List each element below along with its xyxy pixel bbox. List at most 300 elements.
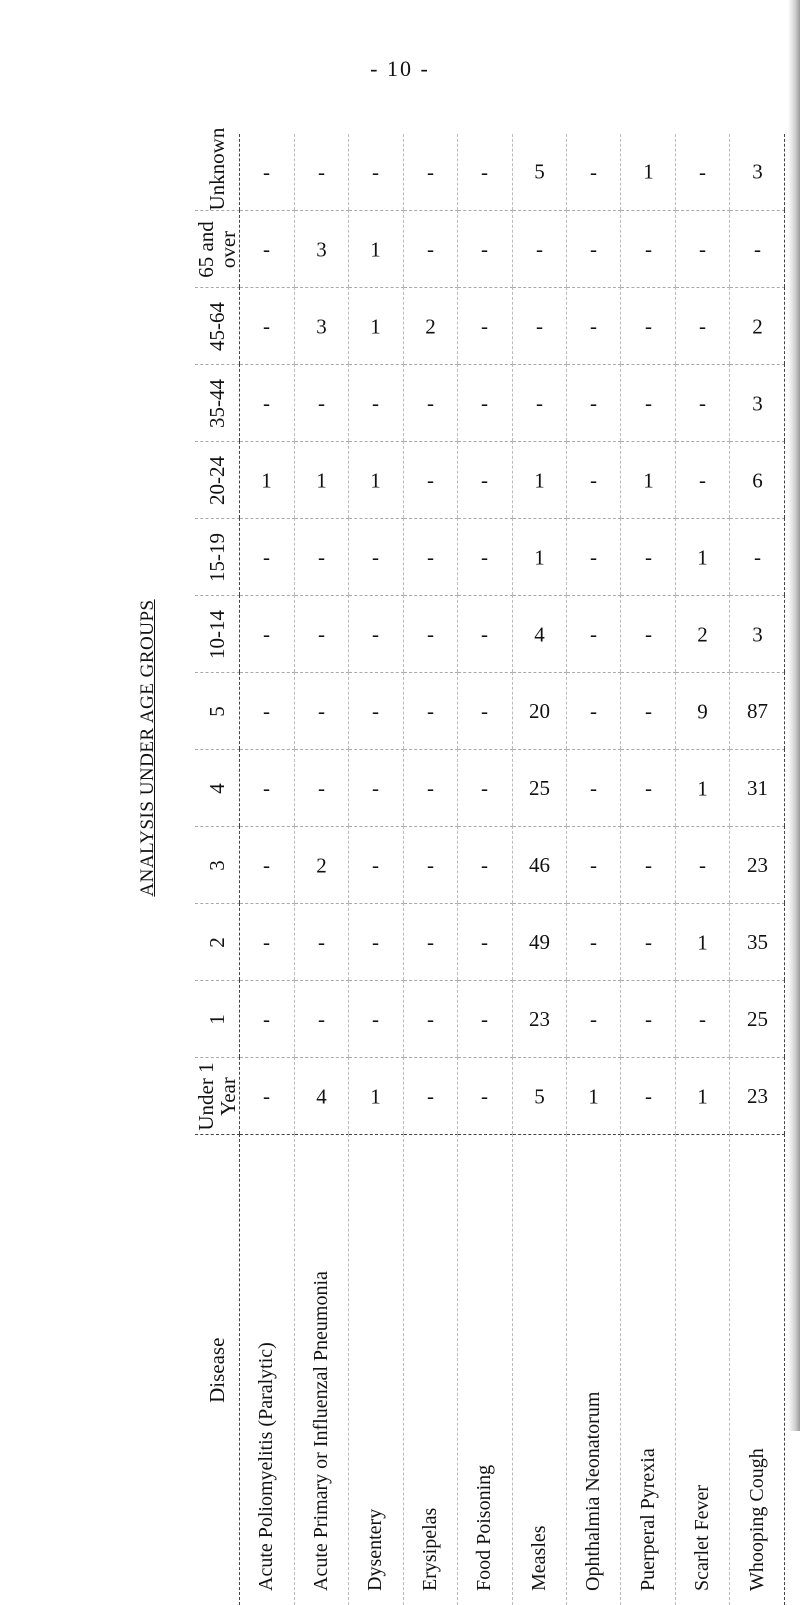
column-header: Under 1 Year [195, 1058, 240, 1135]
cell-value: - [590, 468, 598, 492]
cell-value: - [372, 853, 380, 877]
cell-value: 3 [316, 237, 327, 261]
cell-value: - [481, 159, 489, 184]
table-cell [403, 211, 457, 288]
table-cell [403, 442, 457, 519]
column-header: 1 [195, 981, 240, 1058]
cell-value: - [426, 699, 434, 723]
cell-value: - [590, 391, 598, 415]
table-row [730, 134, 785, 1605]
disease-column-header: Disease [195, 1135, 240, 1605]
cell-value: 4 [534, 622, 545, 646]
cell-value: - [426, 159, 434, 184]
table-cell [675, 981, 729, 1058]
table-cell [730, 365, 785, 442]
table-cell [240, 827, 294, 904]
table-cell [458, 596, 512, 673]
cell-value: - [481, 622, 489, 646]
table-cell [349, 1058, 403, 1135]
cell-value: - [372, 622, 380, 646]
table-cell [403, 827, 457, 904]
table-cell [730, 750, 785, 827]
cell-value: - [644, 314, 652, 338]
cell-value: - [535, 237, 543, 261]
table-cell [349, 211, 403, 288]
table-cell [458, 904, 512, 981]
table-cell [294, 827, 348, 904]
table-cell [349, 750, 403, 827]
cell-value: - [481, 545, 489, 569]
table-cell [512, 211, 566, 288]
cell-value: - [699, 1007, 707, 1031]
table-cell [512, 827, 566, 904]
table-cell [294, 288, 348, 365]
cell-value: - [699, 468, 707, 492]
cell-value: - [590, 159, 598, 184]
cell-value: - [426, 1084, 434, 1108]
cell-value: - [263, 237, 271, 261]
cell-value: - [481, 853, 489, 877]
cell-value: - [263, 391, 271, 415]
table-cell [675, 211, 729, 288]
cell-value: - [317, 159, 325, 184]
table-cell [675, 673, 729, 750]
table-cell [458, 365, 512, 442]
table-cell [240, 673, 294, 750]
table-cell [675, 442, 729, 519]
cell-value: - [644, 930, 652, 954]
table-cell [567, 519, 621, 596]
cell-value: 1 [588, 1084, 599, 1108]
cell-value: - [699, 391, 707, 415]
table-cell [294, 442, 348, 519]
cell-value: - [481, 699, 489, 723]
table-cell [730, 673, 785, 750]
table-cell [621, 211, 675, 288]
cell-value: - [590, 237, 598, 261]
cell-value: - [372, 699, 380, 723]
table-row [675, 134, 729, 1605]
table-cell [240, 288, 294, 365]
disease-name-cell: Erysipelas [403, 1135, 457, 1605]
cell-value: - [263, 314, 271, 338]
table-cell [730, 1058, 785, 1135]
cell-value: - [263, 930, 271, 954]
cell-value: 20 [528, 699, 550, 723]
table-cell [567, 288, 621, 365]
table-cell [458, 673, 512, 750]
cell-value: - [426, 545, 434, 569]
cell-value: - [263, 853, 271, 877]
table-cell [240, 442, 294, 519]
table-cell [349, 442, 403, 519]
column-header: 45-64 [195, 288, 240, 365]
table-cell [458, 1058, 512, 1135]
cell-value: - [535, 314, 543, 338]
cell-value: - [481, 930, 489, 954]
cell-value: 6 [751, 468, 763, 492]
table-cell [403, 981, 457, 1058]
cell-value: - [644, 853, 652, 877]
column-header: 5 [195, 673, 240, 750]
cell-value: - [481, 237, 489, 261]
column-header: 10-14 [195, 596, 240, 673]
column-header: 15-19 [195, 519, 240, 596]
cell-value: 2 [697, 622, 708, 646]
cell-value: 1 [642, 159, 654, 184]
table-cell [567, 827, 621, 904]
table-cell [240, 211, 294, 288]
table-cell [675, 596, 729, 673]
table-cell [567, 750, 621, 827]
cell-value: - [699, 159, 707, 184]
cell-value: - [753, 237, 761, 261]
table-cell [621, 904, 675, 981]
cell-value: 23 [746, 1084, 768, 1108]
table-cell [294, 750, 348, 827]
column-header: 2 [195, 904, 240, 981]
cell-value: - [426, 930, 434, 954]
page-number: - 10 - [370, 56, 430, 81]
table-cell [349, 519, 403, 596]
cell-value: - [317, 1007, 325, 1031]
table-cell [512, 673, 566, 750]
cell-value: 1 [316, 468, 327, 492]
column-header: Unknown [195, 134, 240, 211]
table-cell [512, 596, 566, 673]
cell-value: - [753, 545, 761, 569]
cell-value: - [372, 545, 380, 569]
table-cell [294, 596, 348, 673]
table-cell [730, 519, 785, 596]
table-cell [240, 596, 294, 673]
table-header-row [195, 134, 240, 1605]
table-cell [621, 519, 675, 596]
cell-value: - [263, 699, 271, 723]
table-cell [458, 750, 512, 827]
cell-value: - [426, 468, 434, 492]
table-cell [675, 1058, 729, 1135]
cell-value: 1 [642, 468, 654, 492]
cell-value: - [644, 776, 652, 800]
table-cell [675, 904, 729, 981]
table-cell [240, 981, 294, 1058]
table-row [512, 134, 566, 1605]
table-cell [458, 134, 512, 211]
column-header: 20-24 [195, 442, 240, 519]
table-cell [240, 904, 294, 981]
table-cell [567, 1058, 621, 1135]
cell-value: 3 [751, 622, 763, 646]
table-cell [403, 904, 457, 981]
cell-value: - [372, 159, 380, 184]
cell-value: - [317, 930, 325, 954]
table-cell [730, 596, 785, 673]
table-cell [403, 365, 457, 442]
cell-value: 23 [746, 853, 768, 877]
table-cell [403, 750, 457, 827]
table-cell [349, 596, 403, 673]
table-cell [730, 288, 785, 365]
column-header: 4 [195, 750, 240, 827]
table-cell [240, 365, 294, 442]
table-cell [675, 750, 729, 827]
cell-value: - [317, 699, 325, 723]
table-cell [403, 288, 457, 365]
table-cell [512, 981, 566, 1058]
cell-value: 5 [534, 159, 545, 184]
table-cell [567, 981, 621, 1058]
table-cell [294, 519, 348, 596]
cell-value: - [644, 237, 652, 261]
cell-value: - [372, 930, 380, 954]
table-cell [458, 211, 512, 288]
age-group-table-container [194, 127, 785, 1605]
table-cell [730, 442, 785, 519]
table-cell [675, 134, 729, 211]
disease-name-cell: Ophthalmia Neonatorum [567, 1135, 621, 1605]
cell-value: - [317, 545, 325, 569]
table-row [458, 134, 512, 1605]
page-edge-shadow [788, 0, 800, 1431]
table-cell [458, 519, 512, 596]
page-title: ANALYSIS UNDER AGE GROUPS [137, 599, 158, 897]
cell-value: - [590, 622, 598, 646]
table-row [621, 134, 675, 1605]
table-cell [512, 442, 566, 519]
cell-value: 31 [746, 776, 768, 800]
table-cell [403, 596, 457, 673]
disease-name-cell: Food Poisoning [458, 1135, 512, 1605]
table-cell [621, 750, 675, 827]
cell-value: - [590, 1007, 598, 1031]
cell-value: - [263, 1084, 271, 1108]
cell-value: - [699, 314, 707, 338]
table-cell [349, 981, 403, 1058]
table-cell [349, 365, 403, 442]
cell-value: - [263, 622, 271, 646]
cell-value: - [644, 622, 652, 646]
cell-value: 1 [697, 1084, 708, 1108]
table-cell [621, 134, 675, 211]
table-cell [349, 288, 403, 365]
table-cell [349, 827, 403, 904]
cell-value: 1 [697, 545, 708, 569]
cell-value: 1 [370, 237, 382, 261]
cell-value: - [644, 699, 652, 723]
disease-name-cell: Measles [512, 1135, 566, 1605]
cell-value: 3 [751, 391, 763, 415]
cell-value: - [426, 622, 434, 646]
table-cell [349, 904, 403, 981]
cell-value: - [263, 159, 271, 184]
cell-value: 1 [534, 545, 545, 569]
table-cell [240, 134, 294, 211]
table-cell [567, 673, 621, 750]
table-cell [621, 365, 675, 442]
table-cell [621, 442, 675, 519]
table-row [349, 134, 403, 1605]
table-row [567, 134, 621, 1605]
disease-name-cell: Dysentery [349, 1135, 403, 1605]
table-cell [512, 288, 566, 365]
table-cell [512, 365, 566, 442]
cell-value: - [590, 314, 598, 338]
table-cell [730, 211, 785, 288]
table-cell [621, 596, 675, 673]
table-row [403, 134, 457, 1605]
table-cell [240, 1058, 294, 1135]
table-cell [675, 288, 729, 365]
cell-value: - [481, 1084, 489, 1108]
cell-value: - [263, 776, 271, 800]
cell-value: - [590, 853, 598, 877]
table-cell [458, 827, 512, 904]
cell-value: - [426, 237, 434, 261]
table-cell [294, 365, 348, 442]
table-cell [240, 750, 294, 827]
cell-value: 1 [370, 1084, 382, 1108]
disease-name-cell: Acute Primary or Influenzal Pneumonia [294, 1135, 348, 1605]
cell-value: 46 [528, 853, 550, 877]
cell-value: 35 [746, 930, 768, 954]
disease-name-cell: Puerperal Pyrexia [621, 1135, 675, 1605]
table-cell [567, 211, 621, 288]
table-cell [675, 365, 729, 442]
cell-value: - [263, 1007, 271, 1031]
table-cell [730, 134, 785, 211]
table-cell [403, 673, 457, 750]
table-cell [512, 750, 566, 827]
cell-value: 87 [746, 699, 768, 723]
cell-value: - [426, 853, 434, 877]
table-cell [294, 673, 348, 750]
column-header: 35-44 [195, 365, 240, 442]
table-cell [730, 904, 785, 981]
table-cell [512, 134, 566, 211]
table-cell [675, 827, 729, 904]
table-cell [621, 827, 675, 904]
cell-value: - [481, 1007, 489, 1031]
table-cell [458, 981, 512, 1058]
cell-value: - [644, 545, 652, 569]
table-cell [567, 365, 621, 442]
cell-value: - [317, 391, 325, 415]
cell-value: 9 [697, 699, 708, 723]
table-cell [567, 596, 621, 673]
cell-value: 1 [697, 930, 708, 954]
cell-value: 23 [528, 1007, 550, 1031]
table-cell [403, 519, 457, 596]
cell-value: - [590, 699, 598, 723]
cell-value: - [426, 391, 434, 415]
cell-value: - [426, 776, 434, 800]
table-cell [675, 519, 729, 596]
cell-value: - [644, 1007, 652, 1031]
cell-value: 5 [534, 1084, 545, 1108]
table-cell [403, 1058, 457, 1135]
cell-value: - [644, 391, 652, 415]
table-cell [349, 134, 403, 211]
table-cell [458, 288, 512, 365]
cell-value: - [590, 930, 598, 954]
table-cell [294, 1058, 348, 1135]
cell-value: - [263, 545, 271, 569]
table-cell [512, 519, 566, 596]
table-cell [294, 981, 348, 1058]
cell-value: - [699, 853, 707, 877]
cell-value: - [590, 545, 598, 569]
column-header: 65 and over [195, 211, 240, 288]
cell-value: - [699, 237, 707, 261]
age-group-table [194, 127, 785, 1605]
cell-value: - [426, 1007, 434, 1031]
cell-value: - [644, 1084, 652, 1108]
cell-value: - [481, 468, 489, 492]
table-cell [403, 134, 457, 211]
cell-value: 1 [697, 776, 708, 800]
cell-value: 4 [316, 1084, 327, 1108]
table-cell [567, 134, 621, 211]
table-cell [294, 134, 348, 211]
cell-value: - [317, 622, 325, 646]
cell-value: 25 [528, 776, 550, 800]
cell-value: 2 [425, 314, 436, 338]
cell-value: 3 [751, 159, 763, 184]
table-cell [730, 981, 785, 1058]
cell-value: 2 [751, 314, 763, 338]
cell-value: 25 [746, 1007, 768, 1031]
cell-value: 1 [261, 468, 273, 492]
cell-value: 1 [370, 468, 382, 492]
table-cell [349, 673, 403, 750]
cell-value: 49 [528, 930, 550, 954]
table-cell [621, 288, 675, 365]
table-cell [567, 904, 621, 981]
table-cell [512, 1058, 566, 1135]
table-row [240, 134, 294, 1605]
cell-value: 1 [534, 468, 545, 492]
table-cell [240, 519, 294, 596]
table-cell [730, 827, 785, 904]
table-row [294, 134, 348, 1605]
cell-value: - [317, 776, 325, 800]
table-cell [621, 673, 675, 750]
table-cell [621, 1058, 675, 1135]
table-cell [567, 442, 621, 519]
disease-name-cell: Scarlet Fever [675, 1135, 729, 1605]
disease-name-cell: Acute Poliomyelitis (Paralytic) [240, 1135, 294, 1605]
cell-value: - [481, 314, 489, 338]
cell-value: - [535, 391, 543, 415]
table-cell [294, 211, 348, 288]
cell-value: 3 [316, 314, 327, 338]
table-cell [294, 904, 348, 981]
cell-value: 1 [370, 314, 382, 338]
cell-value: - [481, 776, 489, 800]
cell-value: - [372, 1007, 380, 1031]
disease-name-cell: Whooping Cough [730, 1135, 785, 1605]
table-cell [512, 904, 566, 981]
cell-value: - [372, 776, 380, 800]
cell-value: 2 [316, 853, 327, 877]
table-cell [621, 981, 675, 1058]
table-cell [458, 442, 512, 519]
cell-value: - [372, 391, 380, 415]
cell-value: - [481, 391, 489, 415]
cell-value: - [590, 776, 598, 800]
column-header: 3 [195, 827, 240, 904]
